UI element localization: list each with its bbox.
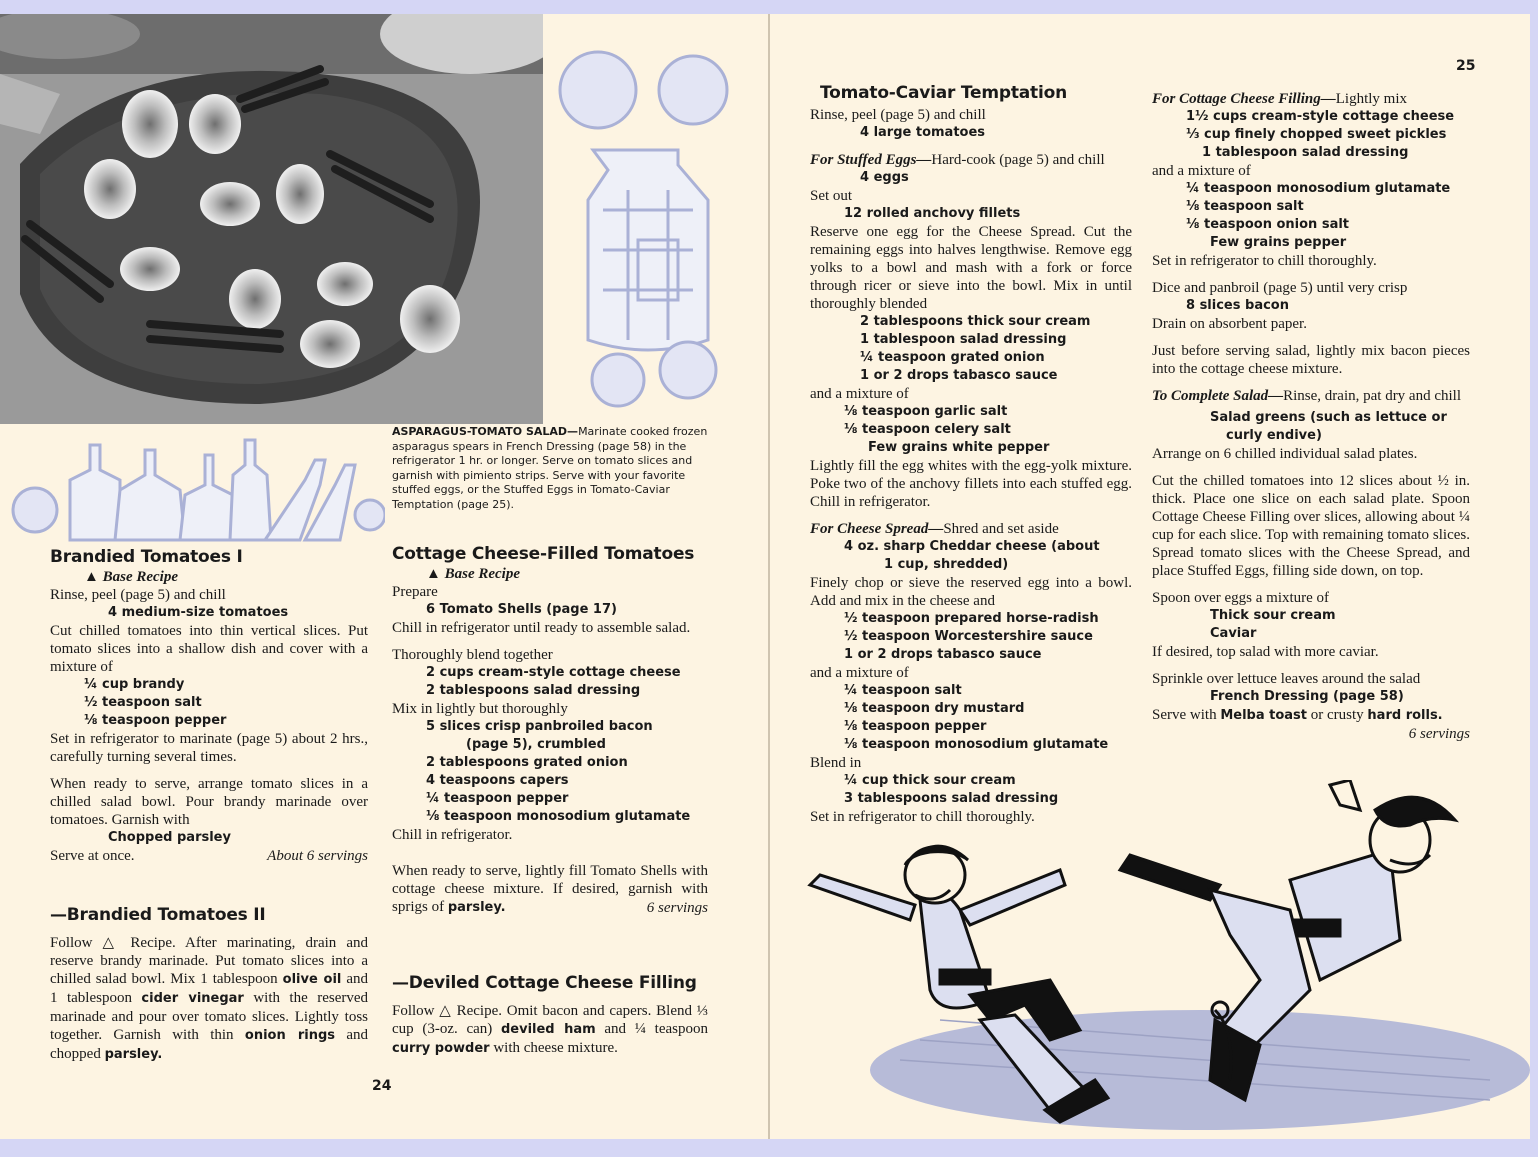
ingredient: ¼ cup brandy	[84, 677, 185, 692]
ingredient: ⅛ teaspoon dry mustard	[844, 701, 1025, 716]
step-text: For Stuffed Eggs—Hard-cook (page 5) and chill	[810, 152, 1105, 168]
cottage-cheese-recipe	[392, 545, 708, 917]
ingredient: Salad greens (such as lettuce or	[1210, 410, 1447, 425]
ingredient: 2 tablespoons salad dressing	[426, 683, 641, 698]
page-fold	[768, 14, 770, 1139]
ingredient: French Dressing (page 58)	[1210, 689, 1404, 704]
step-text: Spoon over eggs a mixture of	[1152, 590, 1330, 606]
ingredient: Few grains pepper	[1210, 235, 1347, 250]
ingredient: curly endive)	[1226, 428, 1322, 443]
ingredient: ⅛ teaspoon salt	[1186, 199, 1304, 214]
ingredient: 4 large tomatoes	[860, 125, 986, 140]
step-text: Dice and panbroil (page 5) until very crisp	[1152, 280, 1408, 296]
step-text: Sprinkle over lettuce leaves around the salad	[1152, 671, 1421, 687]
step-text: Set in refrigerator to chill thoroughly.	[1152, 253, 1377, 269]
recipe-text: Follow △ Recipe. After marinating, drain and reserve brandy marinade. Put tomato slices into a chilled salad bowl. Mix 1 tablespoon olive oil and 1 tablespoon cider vinegar with the reserved marinade and pour over tomato slices. Lightly toss together. Garnish with thin onion rings and chopped parsley.	[50, 935, 369, 1062]
ingredient: Chopped parsley	[108, 830, 231, 845]
ingredient: 1 tablespoon salad dressing	[860, 332, 1067, 347]
step-text: and a mixture of	[810, 665, 909, 681]
deviled-cottage-recipe	[392, 974, 708, 1058]
ingredient: 8 slices bacon	[1186, 298, 1289, 313]
ingredient: 1 or 2 drops tabasco sauce	[860, 368, 1058, 383]
ingredient: Thick sour cream	[1210, 608, 1336, 623]
ingredient: ⅛ teaspoon pepper	[844, 719, 987, 734]
servings: 6 servings	[1408, 726, 1470, 742]
step-text: and a mixture of	[1152, 163, 1251, 179]
page-number-left: 24	[372, 1078, 392, 1094]
ingredient: 3 tablespoons salad dressing	[844, 791, 1059, 806]
dancing-cossacks-illustration	[790, 780, 1530, 1130]
step-text: When ready to serve, arrange tomato slices in a chilled salad bowl. Pour brandy marinade over tomatoes. Garnish with	[50, 776, 368, 828]
ingredient: ¼ teaspoon monosodium glutamate	[1186, 181, 1451, 196]
step-text: Set out	[810, 188, 853, 204]
servings: About 6 servings	[267, 848, 368, 864]
step-text: Set in refrigerator to marinate (page 5) about 2 hrs., carefully turning several times.	[50, 731, 368, 765]
ingredient: ½ teaspoon Worcestershire sauce	[844, 629, 1093, 644]
ingredient: ⅛ teaspoon pepper	[84, 713, 227, 728]
salad-photo	[0, 14, 543, 424]
step-text: Reserve one egg for the Cheese Spread. Cut the remaining eggs into halves lengthwise. Remove egg yolks to a bowl and mash with a fork or force through ricer or sieve into the bowl. Mix in until thoroughly blended	[810, 224, 1132, 312]
ingredient: 1 or 2 drops tabasco sauce	[844, 647, 1042, 662]
ingredient: 4 teaspoons capers	[426, 773, 569, 788]
step-text: Cut the chilled tomatoes into 12 slices about ½ in. thick. Place one slice on each salad plate. Spoon Cottage Cheese Filling over slices, allowing about ¼ cup for each slice. Top with remaining tomato slices. Spread tomato slices with the Cheese Spread, and place Stuffed Eggs, filling side down, on top.	[1152, 473, 1470, 579]
step-text: Cut chilled tomatoes into thin vertical slices. Put tomato slices into a shallow dish and cover with a mixture of	[50, 623, 368, 675]
page-number-right: 25	[1456, 58, 1476, 74]
ingredient: ⅛ teaspoon onion salt	[1186, 217, 1350, 232]
ingredient: 12 rolled anchovy fillets	[844, 206, 1021, 221]
step-text: Chill in refrigerator until ready to assemble salad.	[392, 620, 691, 636]
ingredient: 1½ cups cream-style cottage cheese	[1186, 109, 1455, 124]
step-text: Chill in refrigerator.	[392, 827, 513, 843]
brandied-tomatoes-ii-recipe	[50, 906, 368, 1064]
step-text: To Complete Salad—Rinse, drain, pat dry and chill	[1152, 388, 1462, 404]
recipe-title: Tomato-Caviar Temptation	[820, 83, 1067, 103]
step-text: Mix in lightly but thoroughly	[392, 701, 568, 717]
step-text: Thoroughly blend together	[392, 647, 553, 663]
recipe-title: Brandied Tomatoes I	[50, 547, 243, 567]
ingredient: ⅛ teaspoon celery salt	[844, 422, 1011, 437]
step-text: Arrange on 6 chilled individual salad plates.	[1152, 446, 1418, 462]
ingredient: ¼ teaspoon salt	[844, 683, 962, 698]
ingredient: (page 5), crumbled	[466, 737, 606, 752]
base-recipe-marker: ▲	[426, 566, 441, 582]
ingredient: 4 medium-size tomatoes	[108, 605, 289, 620]
photo-caption	[392, 425, 708, 512]
base-recipe-marker: ▲	[84, 569, 99, 585]
ingredient: 5 slices crisp panbroiled bacon	[426, 719, 653, 734]
caption-title: ASPARAGUS-TOMATO SALAD—	[392, 425, 579, 438]
ingredient: Few grains white pepper	[868, 440, 1050, 455]
cottage-cheese-filling-recipe	[1152, 90, 1470, 743]
tomato-caviar-recipe	[810, 84, 1132, 826]
ingredient: ½ teaspoon salt	[84, 695, 202, 710]
step-text: Blend in	[810, 755, 862, 771]
ingredient: ⅛ teaspoon monosodium glutamate	[844, 737, 1109, 752]
caption-text: Marinate cooked frozen asparagus spears in French Dressing (page 58) in the refrigerator 1 hr. or longer. Serve on tomato slices and garnish with pimiento strips. Serve with your favorite stuffed eggs, or the Stuffed Eggs in Tomato-Caviar Temptation (page 25).	[392, 425, 708, 511]
ingredient: ⅛ teaspoon garlic salt	[844, 404, 1008, 419]
servings: 6 servings	[646, 900, 708, 916]
base-recipe-label: ▲ Base Recipe	[426, 566, 521, 582]
base-recipe-label: ▲ Base Recipe	[84, 569, 179, 585]
ingredient: ⅓ cup finely chopped sweet pickles	[1186, 127, 1447, 142]
step-text: Prepare	[392, 584, 438, 600]
step-text: Just before serving salad, lightly mix bacon pieces into the cottage cheese mixture.	[1152, 343, 1470, 377]
ingredient: 2 tablespoons grated onion	[426, 755, 628, 770]
step-text: If desired, top salad with more caviar.	[1152, 644, 1379, 660]
step-text: Set in refrigerator to chill thoroughly.	[810, 809, 1035, 825]
step-text: Rinse, peel (page 5) and chill	[50, 587, 226, 603]
ingredient: Caviar	[1210, 626, 1257, 641]
ingredient: 4 eggs	[860, 170, 909, 185]
step-text: and a mixture of	[810, 386, 909, 402]
recipe-title: Cottage Cheese-Filled Tomatoes	[392, 544, 695, 564]
ingredient: ½ teaspoon prepared horse-radish	[844, 611, 1099, 626]
step-text: For Cottage Cheese Filling—Lightly mix	[1152, 91, 1408, 107]
step-text: Drain on absorbent paper.	[1152, 316, 1307, 332]
ingredient: 6 Tomato Shells (page 17)	[426, 602, 617, 617]
decorative-jar-illustration	[548, 40, 738, 410]
ingredient: 4 oz. sharp Cheddar cheese (about	[844, 539, 1100, 554]
ingredient: ¼ teaspoon grated onion	[860, 350, 1045, 365]
ingredient: 1 cup, shredded)	[884, 557, 1009, 572]
step-text: Finely chop or sieve the reserved egg into a bowl. Add and mix in the cheese and	[810, 575, 1132, 609]
decorative-bottles-illustration	[5, 430, 385, 545]
ingredient: 2 tablespoons thick sour cream	[860, 314, 1091, 329]
recipe-text: Follow △ Recipe. Omit bacon and capers. Blend ⅓ cup (3-oz. can) deviled ham and ¼ teaspoon curry powder with cheese mixture.	[392, 1003, 709, 1056]
ingredient: 1 tablespoon salad dressing	[1202, 145, 1409, 160]
ingredient: ⅛ teaspoon monosodium glutamate	[426, 809, 691, 824]
ingredient: 2 cups cream-style cottage cheese	[426, 665, 681, 680]
step-text: For Cheese Spread—Shred and set aside	[810, 521, 1059, 537]
step-text: Serve at once.	[50, 848, 135, 864]
brandied-tomatoes-recipe	[50, 548, 368, 865]
step-text: When ready to serve, lightly fill Tomato Shells with cottage cheese mixture. If desired, garnish with sprigs of parsley.	[392, 863, 708, 915]
recipe-title: —Brandied Tomatoes II	[50, 905, 266, 925]
recipe-title: —Deviled Cottage Cheese Filling	[392, 973, 697, 993]
ingredient: ¼ teaspoon pepper	[426, 791, 569, 806]
step-text: Lightly fill the egg whites with the egg-yolk mixture. Poke two of the anchovy fillets into each stuffed egg. Chill in refrigerator.	[810, 458, 1132, 510]
step-text: Rinse, peel (page 5) and chill	[810, 107, 986, 123]
ingredient: ¼ cup thick sour cream	[844, 773, 1016, 788]
step-text: Serve with Melba toast or crusty hard rolls.	[1152, 707, 1443, 723]
